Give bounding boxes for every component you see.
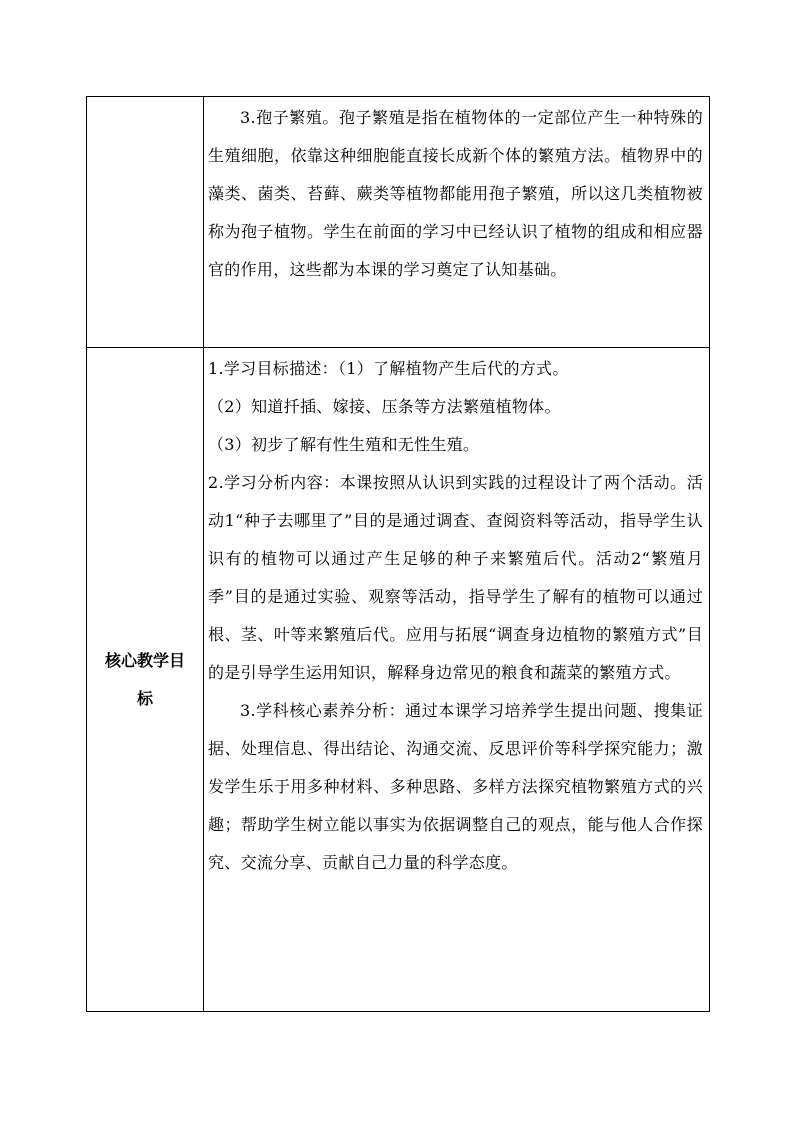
paragraph-spore-reproduction: 3.孢子繁殖。孢子繁殖是指在植物体的一定部位产生一种特殊的生殖细胞，依靠这种细胞能直接长成新个体的繁殖方法。植物界中的藻类、菌类、苔藓、蕨类等植物都能用孢子繁殖，所以这几类植物被称为孢子植物。学生在前面的学习中已经认识了植物的组成和相应器官的作用，这些都为本课的学习奠定了认知基础。 bbox=[208, 108, 703, 279]
paragraph-objective-1: 1.学习目标描述：（1）了解植物产生后代的方式。 bbox=[208, 359, 569, 378]
row-label-core-objectives: 核心教学目标 bbox=[104, 650, 185, 708]
paragraph-learning-analysis: 2.学习分析内容：本课按照从认识到实践的过程设计了两个活动。活动1“种子去哪里了”目的是通过调查、查阅资料等活动，指导学生认识有的植物可以通过产生足够的种子来繁殖后代。活动2“繁殖月季”目的是通过实验、观察等活动，指导学生了解有的植物可以通过根、茎、叶等来繁殖后代。应用与拓展“调查身边植物的繁殖方式”目的是引导学生运用知识，解释身边常见的粮食和蔬菜的繁殖方式。 bbox=[208, 473, 703, 682]
table-row-spore-reproduction bbox=[87, 97, 710, 348]
table-row-core-objectives bbox=[87, 348, 710, 1012]
row-label-cell-core-objectives bbox=[87, 348, 204, 1012]
paragraph-core-literacy-analysis: 3.学科核心素养分析：通过本课学习培养学生提出问题、搜集证据、处理信息、得出结论、沟通交流、反思评价等科学探究能力；激发学生乐于用多种材料、多种思路、多样方法探究植物繁殖方式的兴趣；帮助学生树立能以事实为依据调整自己的观点，能与他人合作探究、交流分享、贡献自己力量的科学态度。 bbox=[208, 701, 703, 872]
row-content-cell-objectives bbox=[204, 348, 710, 1012]
row-label-cell-empty bbox=[87, 97, 204, 348]
row-content-cell bbox=[204, 97, 710, 348]
paragraph-objective-2: （2）知道扦插、嫁接、压条等方法繁殖植物体。 bbox=[208, 397, 561, 416]
paragraph-objective-3: （3）初步了解有性生殖和无性生殖。 bbox=[208, 435, 480, 454]
lesson-plan-table bbox=[86, 96, 710, 1012]
